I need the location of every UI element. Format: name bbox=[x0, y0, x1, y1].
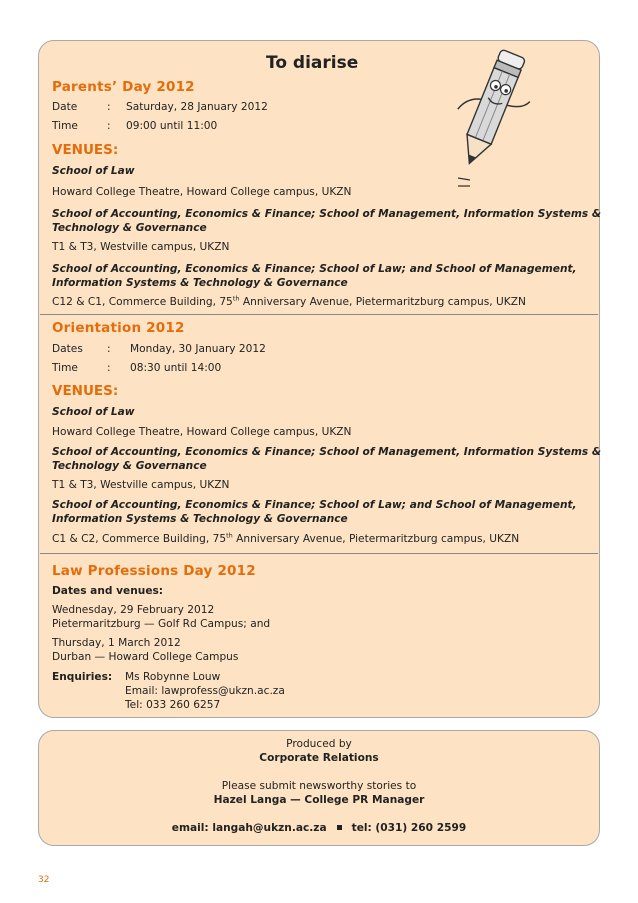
venues-heading: VENUES: bbox=[52, 142, 119, 158]
time-value: 08:30 until 14:00 bbox=[130, 362, 222, 374]
colon: : bbox=[107, 343, 111, 355]
law-day-heading: Law Professions Day 2012 bbox=[52, 563, 256, 579]
event-date: Thursday, 1 March 2012 bbox=[52, 637, 181, 649]
venue-school: School of Accounting, Economics & Finance; School of Management, Information Systems & bbox=[52, 446, 602, 458]
submit-note: Please submit newsworthy stories to bbox=[221, 780, 417, 792]
page-number: 32 bbox=[38, 875, 50, 885]
venue-school: School of Accounting, Economics & Finance; School of Law; and School of Management, bbox=[52, 263, 577, 275]
date-label: Date bbox=[52, 101, 78, 113]
footer-tel: tel: (031) 260 2599 bbox=[351, 822, 467, 834]
parents-day-heading: Parents’ Day 2012 bbox=[52, 79, 195, 95]
enquiries-email[interactable]: Email: lawprofess@ukzn.ac.za bbox=[125, 685, 285, 697]
venue-school: Technology & Governance bbox=[52, 222, 207, 234]
event-date: Wednesday, 29 February 2012 bbox=[52, 604, 215, 616]
venue-place: Howard College Theatre, Howard College campus, UKZN bbox=[52, 186, 352, 198]
page-title: To diarise bbox=[266, 53, 359, 73]
venue-school: School of Law bbox=[52, 406, 135, 418]
venue-school: School of Law bbox=[52, 165, 135, 177]
venue-school: Information Systems & Technology & Governance bbox=[52, 277, 348, 289]
separator-square-icon bbox=[337, 825, 342, 830]
footer-email[interactable]: email: langah@ukzn.ac.za bbox=[171, 822, 327, 834]
time-value: 09:00 until 11:00 bbox=[126, 120, 218, 132]
orientation-heading: Orientation 2012 bbox=[52, 320, 185, 336]
enquiries-tel: Tel: 033 260 6257 bbox=[125, 699, 221, 711]
colon: : bbox=[107, 120, 111, 132]
dates-label: Dates bbox=[52, 343, 83, 355]
venue-place: T1 & T3, Westville campus, UKZN bbox=[52, 479, 230, 491]
dates-value: Monday, 30 January 2012 bbox=[130, 343, 266, 355]
venues-heading: VENUES: bbox=[52, 383, 119, 399]
department-name: Corporate Relations bbox=[259, 752, 379, 764]
enquiries-name: Ms Robynne Louw bbox=[125, 671, 221, 683]
date-value: Saturday, 28 January 2012 bbox=[126, 101, 268, 113]
venue-place: T1 & T3, Westville campus, UKZN bbox=[52, 241, 230, 253]
event-place: Pietermaritzburg — Golf Rd Campus; and bbox=[52, 618, 271, 630]
pencil-illustration bbox=[448, 40, 534, 192]
section-divider bbox=[40, 314, 598, 315]
dates-venues-label: Dates and venues: bbox=[52, 585, 164, 597]
colon: : bbox=[107, 101, 111, 113]
venue-school: School of Accounting, Economics & Finance; School of Management, Information Systems & bbox=[52, 208, 602, 220]
time-label: Time bbox=[52, 362, 78, 374]
pr-manager: Hazel Langa — College PR Manager bbox=[213, 794, 425, 806]
venue-place: Howard College Theatre, Howard College campus, UKZN bbox=[52, 426, 352, 438]
enquiries-label: Enquiries: bbox=[52, 671, 113, 683]
venue-place: C12 & C1, Commerce Building, 75th Anniversary Avenue, Pietermaritzburg campus, UKZN bbox=[52, 294, 526, 308]
venue-school: Information Systems & Technology & Governance bbox=[52, 513, 348, 525]
produced-by-label: Produced by bbox=[286, 738, 352, 750]
event-place: Durban — Howard College Campus bbox=[52, 651, 239, 663]
section-divider bbox=[40, 553, 598, 554]
venue-place: C1 & C2, Commerce Building, 75th Anniversary Avenue, Pietermaritzburg campus, UKZN bbox=[52, 531, 520, 545]
venue-school: Technology & Governance bbox=[52, 460, 207, 472]
footer-contact bbox=[38, 821, 600, 835]
time-label: Time bbox=[52, 120, 78, 132]
colon: : bbox=[107, 362, 111, 374]
venue-school: School of Accounting, Economics & Finance; School of Law; and School of Management, bbox=[52, 499, 577, 511]
